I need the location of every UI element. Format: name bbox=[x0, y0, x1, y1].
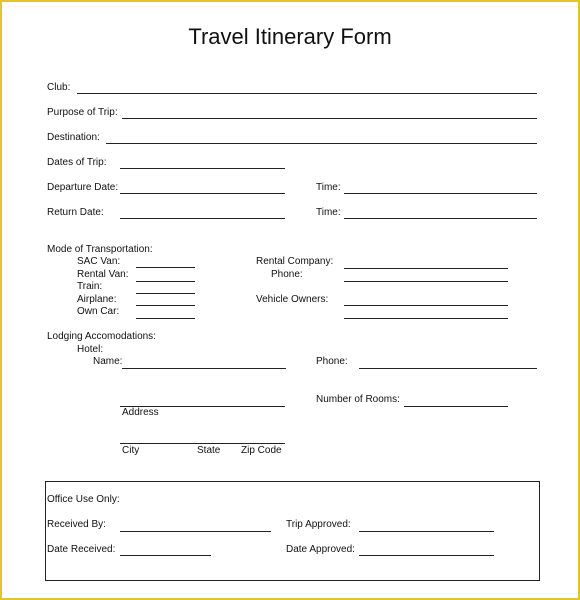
hotel-phone-label: Phone: bbox=[316, 356, 348, 367]
lodging-heading: Lodging Accomodations: bbox=[47, 331, 156, 342]
own-car-label: Own Car: bbox=[77, 306, 120, 317]
vehicle-owners-field-2[interactable] bbox=[344, 318, 508, 319]
received-by-field[interactable] bbox=[120, 531, 271, 532]
club-field[interactable] bbox=[77, 93, 537, 94]
sac-van-label: SAC Van: bbox=[77, 256, 121, 267]
trip-approved-label: Trip Approved: bbox=[286, 519, 351, 530]
zip-label: Zip Code bbox=[241, 445, 282, 456]
received-by-label: Received By: bbox=[47, 519, 106, 530]
airplane-label: Airplane: bbox=[77, 294, 117, 305]
dates-field[interactable] bbox=[120, 168, 285, 169]
departure-time-label: Time: bbox=[316, 182, 341, 193]
date-approved-field[interactable] bbox=[359, 555, 494, 556]
office-heading: Office Use Only: bbox=[47, 494, 120, 505]
rental-company-label: Rental Company: bbox=[256, 256, 334, 267]
rooms-label: Number of Rooms: bbox=[316, 394, 400, 405]
address-label: Address bbox=[122, 407, 159, 418]
date-received-label: Date Received: bbox=[47, 544, 116, 555]
rental-van-field[interactable] bbox=[136, 281, 195, 282]
train-field[interactable] bbox=[136, 293, 195, 294]
club-label: Club: bbox=[47, 82, 71, 93]
return-date-label: Return Date: bbox=[47, 207, 104, 218]
departure-date-field[interactable] bbox=[120, 193, 285, 194]
rooms-field[interactable] bbox=[404, 406, 508, 407]
hotel-phone-field[interactable] bbox=[359, 368, 537, 369]
rental-phone-field[interactable] bbox=[344, 281, 508, 282]
rental-company-field[interactable] bbox=[344, 268, 508, 269]
date-approved-label: Date Approved: bbox=[286, 544, 355, 555]
city-label: City bbox=[122, 445, 140, 456]
rental-van-label: Rental Van: bbox=[77, 269, 129, 280]
hotel-name-field[interactable] bbox=[122, 368, 286, 369]
hotel-label: Hotel: bbox=[77, 344, 104, 355]
return-time-label: Time: bbox=[316, 207, 341, 218]
return-date-field[interactable] bbox=[120, 218, 285, 219]
airplane-field[interactable] bbox=[136, 305, 195, 306]
state-label: State bbox=[197, 445, 221, 456]
destination-field[interactable] bbox=[106, 143, 537, 144]
transport-heading: Mode of Transportation: bbox=[47, 244, 153, 255]
destination-label: Destination: bbox=[47, 132, 100, 143]
date-received-field[interactable] bbox=[120, 555, 211, 556]
hotel-name-label: Name: bbox=[93, 356, 123, 367]
form-title: Travel Itinerary Form bbox=[188, 24, 392, 49]
purpose-label: Purpose of Trip: bbox=[47, 107, 118, 118]
rental-phone-label: Phone: bbox=[271, 269, 303, 280]
purpose-field[interactable] bbox=[122, 118, 537, 119]
return-time-field[interactable] bbox=[344, 218, 537, 219]
sac-van-field[interactable] bbox=[136, 267, 195, 268]
vehicle-owners-label: Vehicle Owners: bbox=[256, 294, 329, 305]
vehicle-owners-field-1[interactable] bbox=[344, 305, 508, 306]
own-car-field[interactable] bbox=[136, 318, 195, 319]
departure-time-field[interactable] bbox=[344, 193, 537, 194]
departure-date-label: Departure Date: bbox=[47, 182, 119, 193]
city-state-zip-field[interactable] bbox=[120, 443, 285, 444]
trip-approved-field[interactable] bbox=[359, 531, 494, 532]
train-label: Train: bbox=[77, 281, 103, 292]
dates-label: Dates of Trip: bbox=[47, 157, 107, 168]
